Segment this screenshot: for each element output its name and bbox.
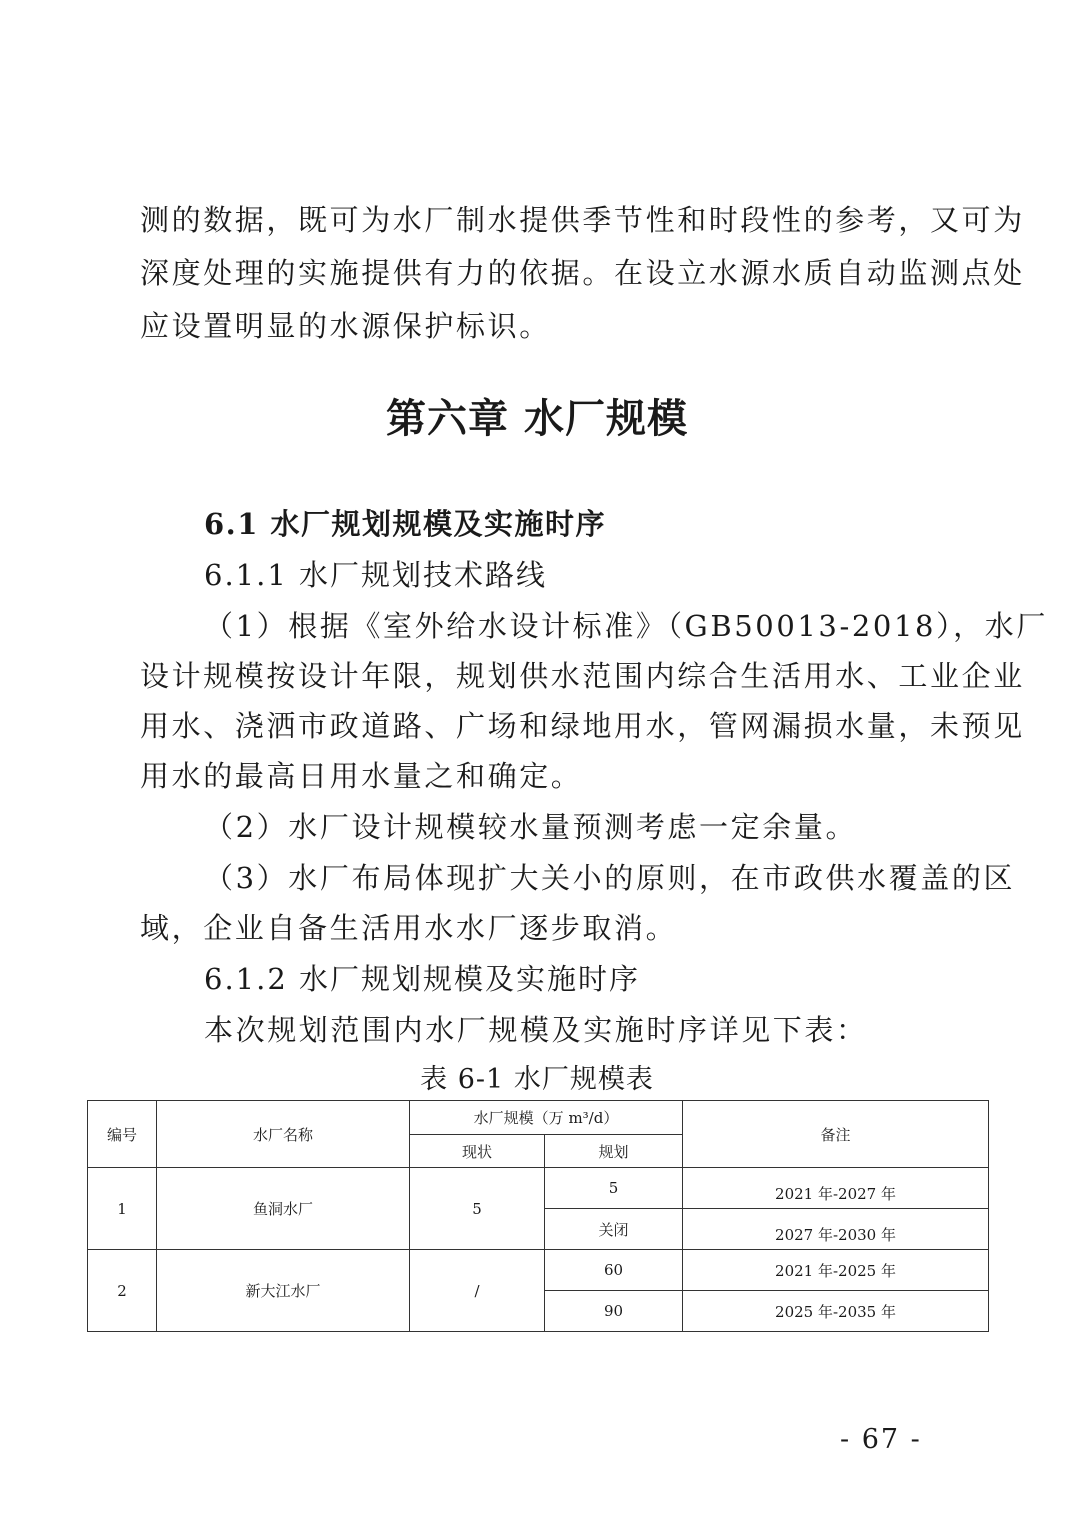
row-plant-name: 新大江水厂 xyxy=(157,1250,410,1332)
section-heading-6-1: 6.1 水厂规划规模及实施时序 xyxy=(204,507,607,541)
row-planned-scale: 60 xyxy=(545,1250,683,1291)
item-3-line-2: 域，企业自备生活用水水厂逐步取消。 xyxy=(140,911,678,945)
row-planned-scale: 90 xyxy=(545,1291,683,1332)
item-1-line-4: 用水的最高日用水量之和确定。 xyxy=(140,759,583,793)
row-id: 1 xyxy=(88,1168,157,1250)
item-3-line-1: （3）水厂布局体现扩大关小的原则，在市政供水覆盖的区 xyxy=(204,861,1016,895)
header-id: 编号 xyxy=(88,1101,157,1168)
item-2: （2）水厂设计规模较水量预测考虑一定余量。 xyxy=(204,810,858,844)
table-caption: 表 6-1 水厂规模表 xyxy=(420,1064,654,1095)
item-1-line-1: （1）根据《室外给水设计标准》（GB50013-2018），水厂 xyxy=(204,609,1048,643)
water-plant-scale-table xyxy=(87,1100,989,1332)
header-note: 备注 xyxy=(683,1101,989,1168)
continued-paragraph-line-3: 应设置明显的水源保护标识。 xyxy=(140,309,551,343)
header-plant-name: 水厂名称 xyxy=(157,1101,410,1168)
chapter-title: 第六章 水厂规模 xyxy=(386,395,688,442)
section-heading-6-1-2: 6.1.2 水厂规划规模及实施时序 xyxy=(204,962,641,996)
row-current-scale: 5 xyxy=(410,1168,545,1250)
row-note: 2025 年-2035 年 xyxy=(683,1291,989,1332)
table-row xyxy=(88,1168,989,1209)
header-scale: 水厂规模（万 m³/d） xyxy=(410,1101,683,1135)
row-note: 2027 年-2030 年 xyxy=(683,1209,989,1250)
row-planned-scale: 关闭 xyxy=(545,1209,683,1250)
page-number: - 67 - xyxy=(840,1424,922,1455)
continued-paragraph-line-1: 测的数据，既可为水厂制水提供季节性和时段性的参考，又可为 xyxy=(140,203,1025,237)
continued-paragraph-line-2: 深度处理的实施提供有力的依据。在设立水源水质自动监测点处 xyxy=(140,256,1025,290)
table-row xyxy=(88,1250,989,1291)
row-note: 2021 年-2025 年 xyxy=(683,1250,989,1291)
item-1-line-3: 用水、浇洒市政道路、广场和绿地用水，管网漏损水量，未预见 xyxy=(140,709,1025,743)
section-heading-6-1-1: 6.1.1 水厂规划技术路线 xyxy=(204,558,548,592)
row-id: 2 xyxy=(88,1250,157,1332)
header-current: 现状 xyxy=(410,1135,545,1168)
item-1-line-2: 设计规模按设计年限，规划供水范围内综合生活用水、工业企业 xyxy=(140,659,1025,693)
table-header-row xyxy=(88,1101,989,1135)
row-note: 2021 年-2027 年 xyxy=(683,1168,989,1209)
row-plant-name: 鱼洞水厂 xyxy=(157,1168,410,1250)
table-intro-text: 本次规划范围内水厂规模及实施时序详见下表： xyxy=(204,1013,868,1047)
row-current-scale: / xyxy=(410,1250,545,1332)
header-planned: 规划 xyxy=(545,1135,683,1168)
row-planned-scale: 5 xyxy=(545,1168,683,1209)
